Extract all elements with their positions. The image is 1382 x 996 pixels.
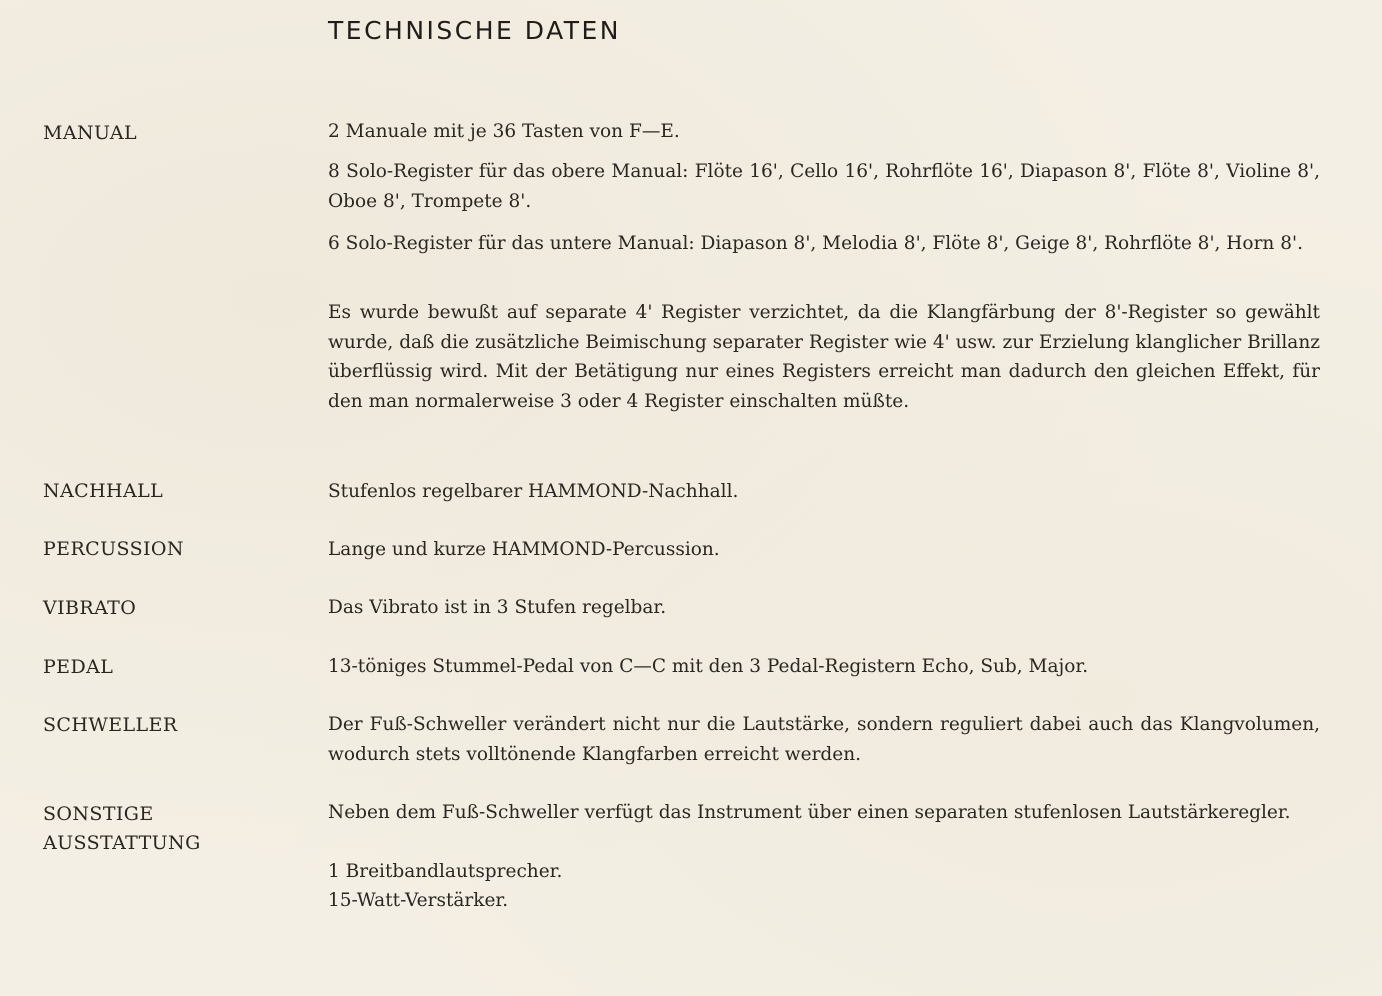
- section-label-schweller: SCHWELLER: [43, 714, 178, 736]
- section-label-pedal: PEDAL: [43, 656, 114, 678]
- vibrato-text: Das Vibrato ist in 3 Stufen regelbar.: [328, 597, 667, 618]
- section-label-vibrato: VIBRATO: [43, 597, 137, 619]
- section-label-sonstige-line1: SONSTIGE: [43, 803, 154, 825]
- manual-paragraph-3: 6 Solo-Register für das untere Manual: Diapason 8', Melodia 8', Flöte 8', Geige 8', Rohrflöte 8', Horn 8'.: [328, 233, 1303, 254]
- sonstige-line-speaker: 1 Breitbandlautsprecher.: [328, 861, 563, 882]
- sonstige-line-amplifier: 15-Watt-Verstärker.: [328, 890, 509, 911]
- schweller-text: Der Fuß-Schweller verändert nicht nur die Lautstärke, sondern reguliert dabei auch das Klangvolumen, wodurch stets volltönende Klangfarben erreicht werden.: [328, 714, 1320, 765]
- section-label-percussion: PERCUSSION: [43, 538, 184, 560]
- page-title: TECHNISCHE DATEN: [328, 16, 622, 45]
- sonstige-text: Neben dem Fuß-Schweller verfügt das Instrument über einen separaten stufenlosen Lautstärkeregler.: [328, 802, 1291, 823]
- section-label-nachhall: NACHHALL: [43, 480, 164, 502]
- nachhall-text: Stufenlos regelbarer HAMMOND-Nachhall.: [328, 481, 739, 502]
- manual-paragraph-1: 2 Manuale mit je 36 Tasten von F—E.: [328, 121, 680, 142]
- percussion-text: Lange und kurze HAMMOND-Percussion.: [328, 539, 720, 560]
- manual-paragraph-2: 8 Solo-Register für das obere Manual: Flöte 16', Cello 16', Rohrflöte 16', Diapason 8', Flöte 8', Violine 8', Oboe 8', Trompete 8'.: [328, 161, 1320, 212]
- manual-paragraph-4: Es wurde bewußt auf separate 4' Register verzichtet, da die Klangfärbung der 8'-Register so gewählt wurde, daß die zusätzliche Beimischung separater Register wie 4' usw. zur Erzielung klanglicher Brillanz überflüssig wird. Mit der Betätigung nur eines Registers erreicht man dadurch den gleichen Effekt, für den man normalerweise 3 oder 4 Register einschalten müßte.: [328, 302, 1320, 412]
- pedal-text: 13-töniges Stummel-Pedal von C—C mit den 3 Pedal-Registern Echo, Sub, Major.: [328, 656, 1089, 677]
- section-label-manual: MANUAL: [43, 122, 137, 144]
- section-label-sonstige-line2: AUSSTATTUNG: [43, 832, 201, 854]
